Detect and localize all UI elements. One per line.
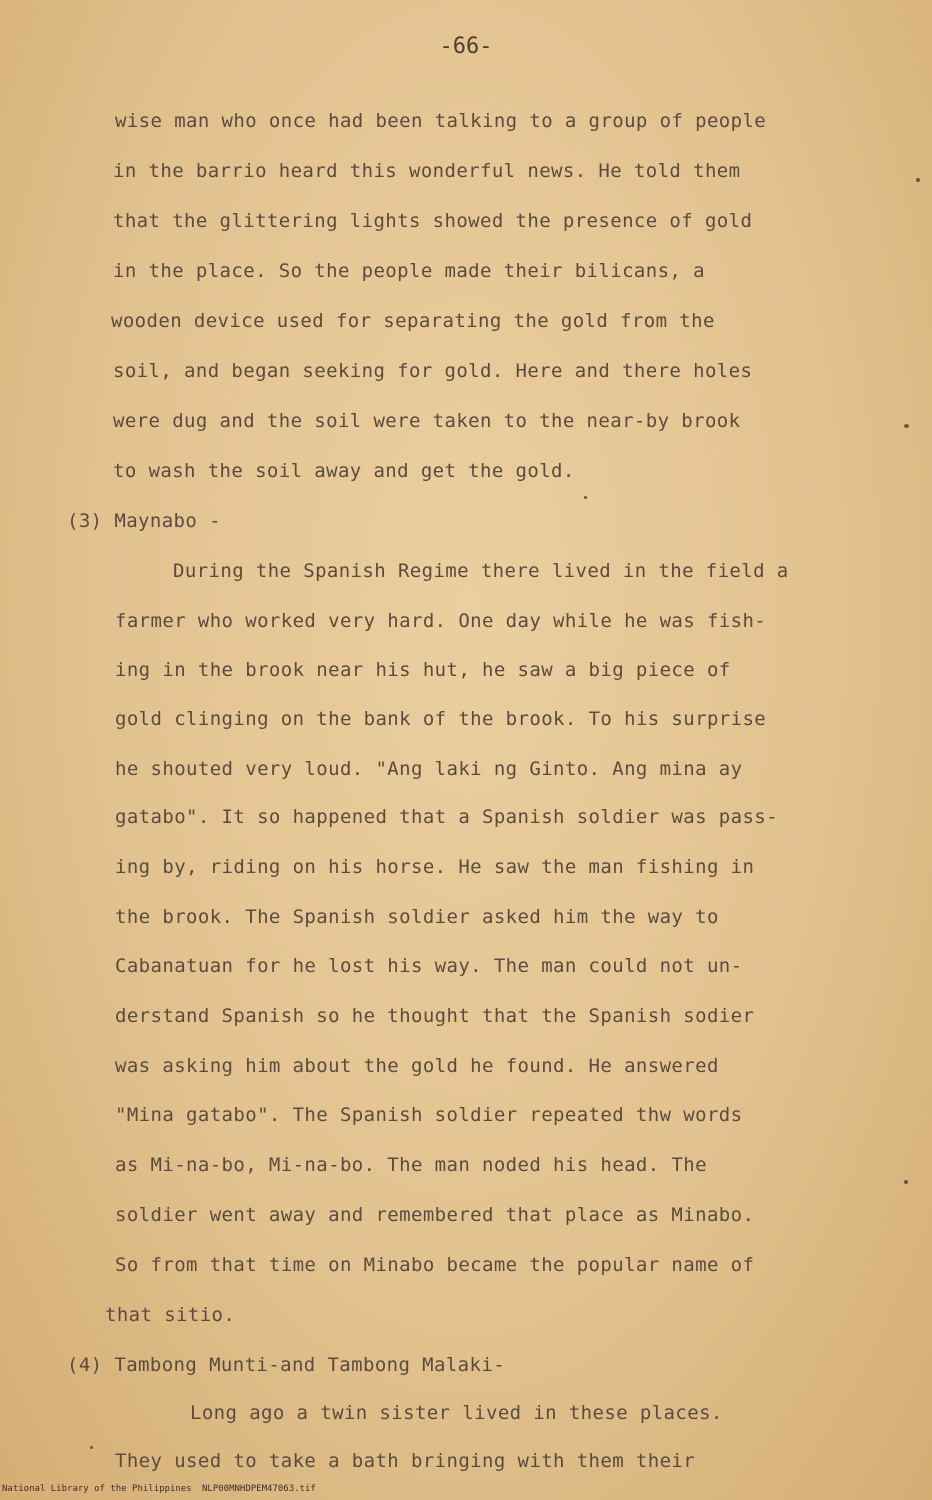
ink-speck <box>916 178 920 182</box>
section-heading-4: (4) Tambong Munti-and Tambong Malaki- <box>67 1354 506 1376</box>
text-line-4: in the place. So the people made their bilicans, a <box>113 260 705 282</box>
text-line-20: was asking him about the gold he found. He answered <box>115 1055 719 1077</box>
text-line-28: They used to take a bath bringing with them their <box>115 1450 696 1472</box>
ink-speck <box>90 1446 93 1449</box>
text-line-14: he shouted very loud. "Ang laki ng Ginto. Ang mina ay <box>115 758 743 780</box>
text-line-24: So from that time on Minabo became the popular name of <box>115 1254 755 1276</box>
text-line-2: in the barrio heard this wonderful news. He told them <box>113 160 741 182</box>
text-line-5: wooden device used for separating the gold from the <box>111 310 715 332</box>
footer-library-credit: National Library of the Philippines <box>2 1484 192 1494</box>
text-line-3: that the glittering lights showed the presence of gold <box>113 210 753 232</box>
text-line-21: "Mina gatabo". The Spanish soldier repeated thw words <box>115 1104 743 1126</box>
text-line-1: wise man who once had been talking to a group of people <box>115 110 767 132</box>
text-line-8: to wash the soil away and get the gold. <box>113 460 575 482</box>
ink-speck <box>904 1180 908 1184</box>
text-line-10: During the Spanish Regime there lived in the field a <box>173 560 789 582</box>
text-line-11: farmer who worked very hard. One day while he was fish- <box>115 610 767 632</box>
text-line-19: derstand Spanish so he thought that the Spanish sodier <box>115 1005 755 1027</box>
text-line-13: gold clinging on the bank of the brook. To his surprise <box>115 708 767 730</box>
text-line-15: gatabo". It so happened that a Spanish soldier was pass- <box>115 806 778 828</box>
text-line-7: were dug and the soil were taken to the near-by brook <box>113 410 741 432</box>
text-line-12: ing in the brook near his hut, he saw a big piece of <box>115 659 731 681</box>
text-line-22: as Mi-na-bo, Mi-na-bo. The man noded his head. The <box>115 1154 707 1176</box>
text-line-16: ing by, riding on his horse. He saw the man fishing in <box>115 856 755 878</box>
ink-speck <box>904 424 909 428</box>
text-line-6: soil, and began seeking for gold. Here and there holes <box>113 360 753 382</box>
text-line-18: Cabanatuan for he lost his way. The man could not un- <box>115 955 743 977</box>
text-line-23: soldier went away and remembered that place as Minabo. <box>115 1204 755 1226</box>
footer-file-id: NLP00MNHDPEM47063.tif <box>202 1484 316 1494</box>
text-line-17: the brook. The Spanish soldier asked him the way to <box>115 906 719 928</box>
page-number: -66- <box>439 34 493 59</box>
text-line-25: that sitio. <box>105 1304 236 1326</box>
text-line-27: Long ago a twin sister lived in these places. <box>190 1402 723 1424</box>
ink-speck <box>584 496 587 499</box>
section-heading-3: (3) Maynabo - <box>67 510 221 532</box>
